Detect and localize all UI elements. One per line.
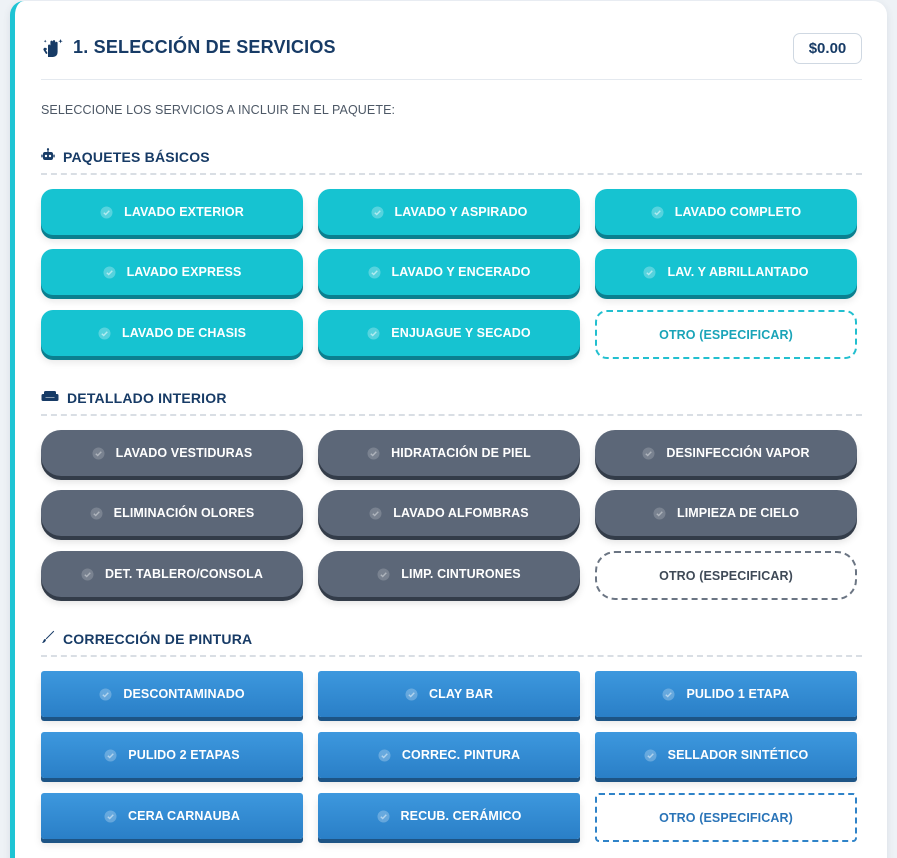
other-specify-button-interior[interactable]: OTRO (ESPECIFICAR) xyxy=(595,551,857,600)
service-button-label: ELIMINACIÓN OLORES xyxy=(113,506,255,520)
check-circle-icon xyxy=(662,688,675,701)
service-button-pulido-2-etapas[interactable] xyxy=(41,732,303,778)
check-circle-icon xyxy=(81,568,94,581)
service-button-label: DESCONTAMINADO xyxy=(123,687,245,701)
service-button-label: DESINFECCIÓN VAPOR xyxy=(666,446,810,460)
service-button-limp-cinturones[interactable] xyxy=(318,551,580,597)
service-button-label: LAVADO Y ASPIRADO xyxy=(394,205,528,219)
service-button-label: ENJUAGUE Y SECADO xyxy=(391,326,531,340)
header-divider xyxy=(41,79,862,80)
card-header xyxy=(15,1,887,81)
section-divider xyxy=(41,655,862,657)
sparkle-hand-icon xyxy=(42,37,64,59)
check-circle-icon xyxy=(643,266,656,279)
service-button-eliminacion-olores[interactable] xyxy=(41,490,303,536)
service-button-sellador-sintetico[interactable] xyxy=(595,732,857,778)
service-button-lavado-vestiduras[interactable] xyxy=(41,430,303,476)
check-circle-icon xyxy=(651,206,664,219)
service-button-label: LIMP. CINTURONES xyxy=(401,567,521,581)
service-button-clay-bar[interactable] xyxy=(318,671,580,717)
service-button-lavado-y-aspirado[interactable] xyxy=(318,189,580,235)
service-button-correc-pintura[interactable] xyxy=(318,732,580,778)
service-button-hidratacion-de-piel[interactable] xyxy=(318,430,580,476)
service-button-lavado-alfombras[interactable] xyxy=(318,490,580,536)
service-button-lavado-y-encerado[interactable] xyxy=(318,249,580,295)
service-button-label: DET. TABLERO/CONSOLA xyxy=(104,567,264,581)
service-button-label: LAVADO ALFOMBRAS xyxy=(393,506,529,520)
service-button-lav-y-abrillantado[interactable] xyxy=(595,249,857,295)
check-circle-icon xyxy=(642,447,655,460)
service-button-label: CLAY BAR xyxy=(428,687,493,701)
check-circle-icon xyxy=(653,507,666,520)
section-title-basic xyxy=(41,148,210,165)
service-button-lavado-exterior[interactable] xyxy=(41,189,303,235)
service-button-label: HIDRATACIÓN DE PIEL xyxy=(391,446,531,460)
services-card xyxy=(10,1,887,858)
service-button-descontaminado[interactable] xyxy=(41,671,303,717)
section-title-interior xyxy=(41,389,227,406)
service-button-label: LIMPIEZA DE CIELO xyxy=(676,506,800,520)
service-button-pulido-1-etapa[interactable] xyxy=(595,671,857,717)
service-button-desinfeccion-vapor[interactable] xyxy=(595,430,857,476)
service-button-label: CORREC. PINTURA xyxy=(401,748,521,762)
check-circle-icon xyxy=(369,507,382,520)
service-button-cera-carnauba[interactable] xyxy=(41,793,303,839)
instruction-text: SELECCIONE LOS SERVICIOS A INCLUIR EN EL PAQUETE: xyxy=(41,103,396,117)
check-circle-icon xyxy=(104,810,117,823)
other-specify-button-paint[interactable]: OTRO (ESPECIFICAR) xyxy=(595,793,857,842)
section-title-interior-label: DETALLADO INTERIOR xyxy=(67,389,227,406)
check-circle-icon xyxy=(377,810,390,823)
check-circle-icon xyxy=(367,447,380,460)
check-circle-icon xyxy=(103,266,116,279)
service-button-label: LAVADO EXPRESS xyxy=(126,265,242,279)
service-button-label: LAV. Y ABRILLANTADO xyxy=(667,265,809,279)
check-circle-icon xyxy=(405,688,418,701)
section-divider xyxy=(41,173,862,175)
check-circle-icon xyxy=(378,749,391,762)
check-circle-icon xyxy=(90,507,103,520)
service-button-enjuague-y-secado[interactable] xyxy=(318,310,580,356)
total-badge: $0.00 xyxy=(793,33,862,64)
service-button-lavado-completo[interactable] xyxy=(595,189,857,235)
check-circle-icon xyxy=(377,568,390,581)
section-divider xyxy=(41,414,862,416)
couch-icon xyxy=(41,389,67,406)
check-circle-icon xyxy=(99,688,112,701)
service-button-label: SELLADOR SINTÉTICO xyxy=(667,748,809,762)
check-circle-icon xyxy=(367,327,380,340)
service-button-label: LAVADO Y ENCERADO xyxy=(391,265,531,279)
service-button-lavado-de-chasis[interactable] xyxy=(41,310,303,356)
section-title-paint xyxy=(41,630,252,647)
check-circle-icon xyxy=(98,327,111,340)
check-circle-icon xyxy=(92,447,105,460)
check-circle-icon xyxy=(644,749,657,762)
service-button-label: PULIDO 1 ETAPA xyxy=(686,687,790,701)
service-button-label: LAVADO VESTIDURAS xyxy=(115,446,253,460)
check-circle-icon xyxy=(100,206,113,219)
robot-icon xyxy=(41,148,63,165)
service-button-det-tablero-consola[interactable] xyxy=(41,551,303,597)
service-button-label: PULIDO 2 ETAPAS xyxy=(128,748,240,762)
service-button-recub-ceramico[interactable] xyxy=(318,793,580,839)
service-button-lavado-express[interactable] xyxy=(41,249,303,295)
check-circle-icon xyxy=(371,206,384,219)
service-button-label: LAVADO COMPLETO xyxy=(674,205,802,219)
section-title-basic-label: PAQUETES BÁSICOS xyxy=(63,148,210,165)
service-button-label: LAVADO DE CHASIS xyxy=(121,326,247,340)
section-title-paint-label: CORRECCIÓN DE PINTURA xyxy=(63,630,253,647)
brush-icon xyxy=(41,630,63,647)
service-button-label: RECUB. CERÁMICO xyxy=(400,809,522,823)
service-button-label: CERA CARNAUBA xyxy=(128,809,240,823)
other-specify-button-basic[interactable]: OTRO (ESPECIFICAR) xyxy=(595,310,857,359)
check-circle-icon xyxy=(104,749,117,762)
service-button-label: LAVADO EXTERIOR xyxy=(124,205,244,219)
page-title: 1. SELECCIÓN DE SERVICIOS xyxy=(73,37,336,57)
service-button-limpieza-de-cielo[interactable] xyxy=(595,490,857,536)
check-circle-icon xyxy=(368,266,381,279)
